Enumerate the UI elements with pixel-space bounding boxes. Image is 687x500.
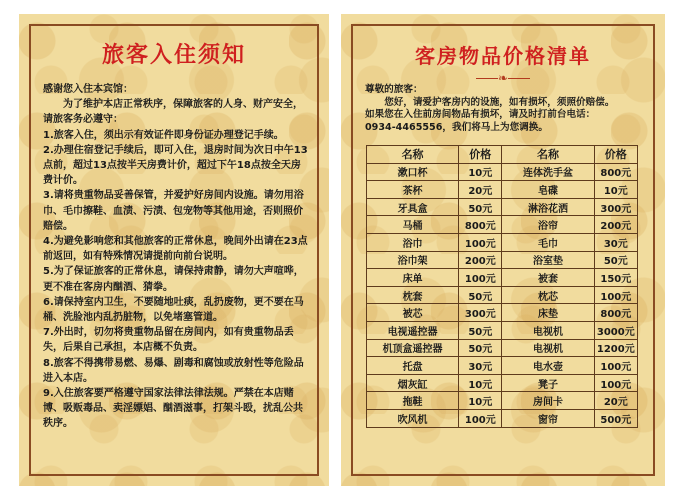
table-row [367,181,638,199]
item-name-cell: 拖鞋 [367,392,459,410]
item-name-cell: 浴巾 [367,233,459,251]
item-price-cell: 30元 [594,233,637,251]
item-name-cell: 皂碟 [502,181,594,199]
table-row [367,269,638,287]
table-row [367,357,638,375]
notice-greeting: 感谢您入住本宾馆： [43,84,133,95]
price-list-intro-line: 您好，请爱护客房内的设施，如有损坏，须照价赔偿。 [384,96,615,108]
item-price-cell: 100元 [594,286,637,304]
item-price-cell: 1200元 [594,339,637,357]
item-name-cell: 电视遥控器 [367,321,459,339]
item-price-cell: 800元 [459,216,502,234]
item-price-cell: 500元 [594,409,637,427]
table-row [367,198,638,216]
item-name-cell: 房间卡 [502,392,594,410]
price-list-panel [341,14,665,486]
item-price-cell: 10元 [594,181,637,199]
item-name-cell: 漱口杯 [367,163,459,181]
item-price-cell: 10元 [459,374,502,392]
item-price-cell: 50元 [459,286,502,304]
price-list-title: 客房物品价格清单 [415,44,591,68]
item-name-cell: 枕芯 [502,286,594,304]
item-price-cell: 200元 [459,251,502,269]
item-price-cell: 50元 [594,251,637,269]
item-name-cell: 马桶 [367,216,459,234]
item-price-cell: 200元 [594,216,637,234]
item-name-cell: 电视机 [502,321,594,339]
item-name-cell: 床垫 [502,304,594,322]
table-row [367,286,638,304]
table-row [367,374,638,392]
item-price-cell: 10元 [459,392,502,410]
table-row [367,409,638,427]
notice-item: 7.外出时，切勿将贵重物品留在房间内，如有贵重物品丢失，后果自己承担，本店概不负责。 [43,327,294,354]
column-header: 价格 [594,146,637,164]
notice-intro: 为了维护本店正常秩序，保障旅客的人身、财产安全，请旅客务必遵守： [43,99,303,126]
item-price-cell: 100元 [594,374,637,392]
notice-item: 3.请将贵重物品妥善保管，并爱护好房间内设施。请勿用浴巾、毛巾擦鞋、血渍、污渍、包宠物等其他用途，否则照价赔偿。 [43,190,304,232]
item-name-cell: 凳子 [502,374,594,392]
column-header: 名称 [367,146,459,164]
notice-title: 旅客入住须知 [101,43,246,68]
column-header: 价格 [459,146,502,164]
item-price-cell: 20元 [459,181,502,199]
table-row [367,251,638,269]
item-name-cell: 托盘 [367,357,459,375]
item-name-cell: 浴巾架 [367,251,459,269]
column-header: 名称 [502,146,594,164]
table-row [367,233,638,251]
item-name-cell: 浴室垫 [502,251,594,269]
price-list-greeting: 尊敬的旅客： [365,84,423,95]
item-price-cell: 10元 [459,163,502,181]
item-name-cell: 烟灰缸 [367,374,459,392]
item-name-cell: 茶杯 [367,181,459,199]
item-name-cell: 电视机 [502,339,594,357]
item-price-cell: 100元 [459,409,502,427]
price-list-intro-line: 如果您在入住前房间物品有损坏，请及时打前台电话： [365,109,596,121]
item-name-cell: 枕套 [367,286,459,304]
item-price-cell: 100元 [594,357,637,375]
item-price-cell: 800元 [594,163,637,181]
notice-item: 9.入住旅客要严格遵守国家法律法律法规。严禁在本店赌博、吸贩毒品、卖淫嫖娼、酗酒滋事，打架斗殴，扰乱公共秩序。 [43,388,303,430]
price-table [366,145,638,428]
notice-item: 2.办理住宿登记手续后，即可入住，退房时间为次日中午13点前，超过13点按半天房费计价，超过下午18点按全天房费计价。 [43,144,308,187]
table-row [367,321,638,339]
item-price-cell: 800元 [594,304,637,322]
table-row [367,392,638,410]
item-price-cell: 150元 [594,269,637,287]
notice-item: 5.为了保证旅客的正常休息，请保持肃静，请勿大声喧哗，更不准在客房内酗酒、猜拳。 [43,266,304,293]
item-name-cell: 吹风机 [367,409,459,427]
item-name-cell: 床单 [367,269,459,287]
item-name-cell: 被芯 [367,304,459,322]
item-price-cell: 50元 [459,339,502,357]
item-price-cell: 30元 [459,357,502,375]
item-name-cell: 机顶盒遥控器 [367,339,459,357]
item-price-cell: 50元 [459,321,502,339]
item-name-cell: 电水壶 [502,357,594,375]
item-price-cell: 300元 [594,198,637,216]
item-price-cell: 100元 [459,269,502,287]
item-price-cell: 3000元 [594,321,637,339]
item-name-cell: 淋浴花洒 [502,198,594,216]
item-name-cell: 牙具盒 [367,198,459,216]
item-name-cell: 连体洗手盆 [502,163,594,181]
notice-item: 4.为避免影响您和其他旅客的正常休息，晚间外出请在23点前返回，如有特殊情况请提前向前台说明。 [43,236,308,263]
price-list-intro-line: 0934-4465556，我们将马上为您调换。 [365,121,548,133]
item-name-cell: 毛巾 [502,233,594,251]
notice-body [43,82,309,432]
item-price-cell: 300元 [459,304,502,322]
price-list-intro [365,84,647,134]
ornament-divider: ❧ [468,74,538,82]
table-row [367,163,638,181]
table-row [367,304,638,322]
item-price-cell: 50元 [459,198,502,216]
notice-item: 6.请保持室内卫生，不要随地吐痰，乱扔废物，更不要在马桶、洗脸池内乱扔脏物，以免堵塞管道。 [43,296,304,324]
table-row [367,339,638,357]
item-name-cell: 被套 [502,269,594,287]
notice-item: 8.旅客不得携带易燃、易爆、剧毒和腐蚀或放射性等危险品进入本店。 [43,357,304,384]
item-name-cell: 窗帘 [502,409,594,427]
price-table-body [367,163,638,427]
item-price-cell: 20元 [594,392,637,410]
notice-item: 1.旅客入住，须出示有效证件即身份证办理登记手续。 [43,129,284,141]
table-row [367,216,638,234]
notice-panel [19,14,329,486]
item-name-cell: 浴帘 [502,216,594,234]
price-table-header-row [367,146,638,164]
item-price-cell: 100元 [459,233,502,251]
